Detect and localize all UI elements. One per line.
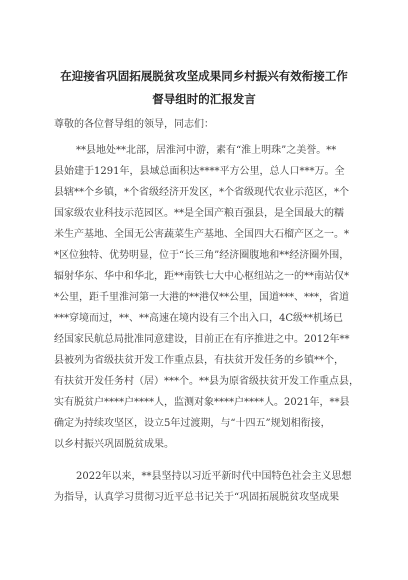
paragraph-line: 实有脱贫户****户****人，监测对象****户****人。2021年，**县	[54, 397, 350, 408]
paragraph-line: 县被列为省级扶贫开发工作重点县，有扶贫开发任务的乡镇**个，	[54, 355, 344, 366]
document-title-line-2: 督导组时的汇报发言	[152, 92, 256, 106]
paragraph-line: 为指导，认真学习贯彻习近平总书记关于“巩固拓展脱贫攻坚成果	[54, 492, 340, 503]
paragraph-line: 经国家民航总局批准同意建设，目前正在有序推进之中。2012年**	[54, 334, 350, 345]
paragraph-line: 有扶贫开发任务村（居）***个。**县为原省级扶贫开发工作重点县，	[54, 376, 359, 387]
paragraph-line: 县始建于1291年，县域总面积达****平方公里，总人口***万。全	[54, 166, 345, 177]
paragraph-line: *公里，距千里淮河第一大港的**港仅**公里，国道***、***，省道	[54, 292, 349, 303]
paragraph-line: 辐射华东、华中和华北，距**南铁七大中心枢纽站之一的**南站仅*	[54, 271, 349, 282]
paragraph-line: 以乡村振兴巩固脱贫成果。	[54, 439, 174, 450]
paragraph-line: 国家级农业科技示范园区。**是全国产粮百强县，是全国最大的糯	[54, 208, 344, 219]
document-title-line-1: 在迎接省巩固拓展脱贫攻坚成果同乡村振兴有效衔接工作	[60, 69, 348, 83]
paragraph-line: 2022年以来，**县坚持以习近平新时代中国特色社会主义思想	[76, 471, 352, 482]
paragraph-line: ***穿境而过，**、**高速在境内设有三个出入口，4C级**机场已	[54, 313, 344, 324]
salutation: 尊敬的各位督导组的领导，同志们：	[54, 119, 214, 130]
paragraph-line: 米生产基地、全国无公害蔬菜生产基地、全国四大石榴产区之一。*	[54, 229, 349, 240]
paragraph-line: 确定为持续攻坚区，设立5年过渡期，与“十四五”规划相衔接，	[54, 418, 331, 429]
paragraph-line: *区位独特、优势明显，位于“长三角”经济圈腹地和**经济圈外围，	[54, 250, 350, 261]
paragraph-line: **县地处**北部，居淮河中游，素有“淮上明珠”之美誉。**	[76, 145, 337, 156]
paragraph-line: 县辖**个乡镇，*个省级经济开发区，*个省级现代农业示范区，*个	[54, 187, 349, 198]
